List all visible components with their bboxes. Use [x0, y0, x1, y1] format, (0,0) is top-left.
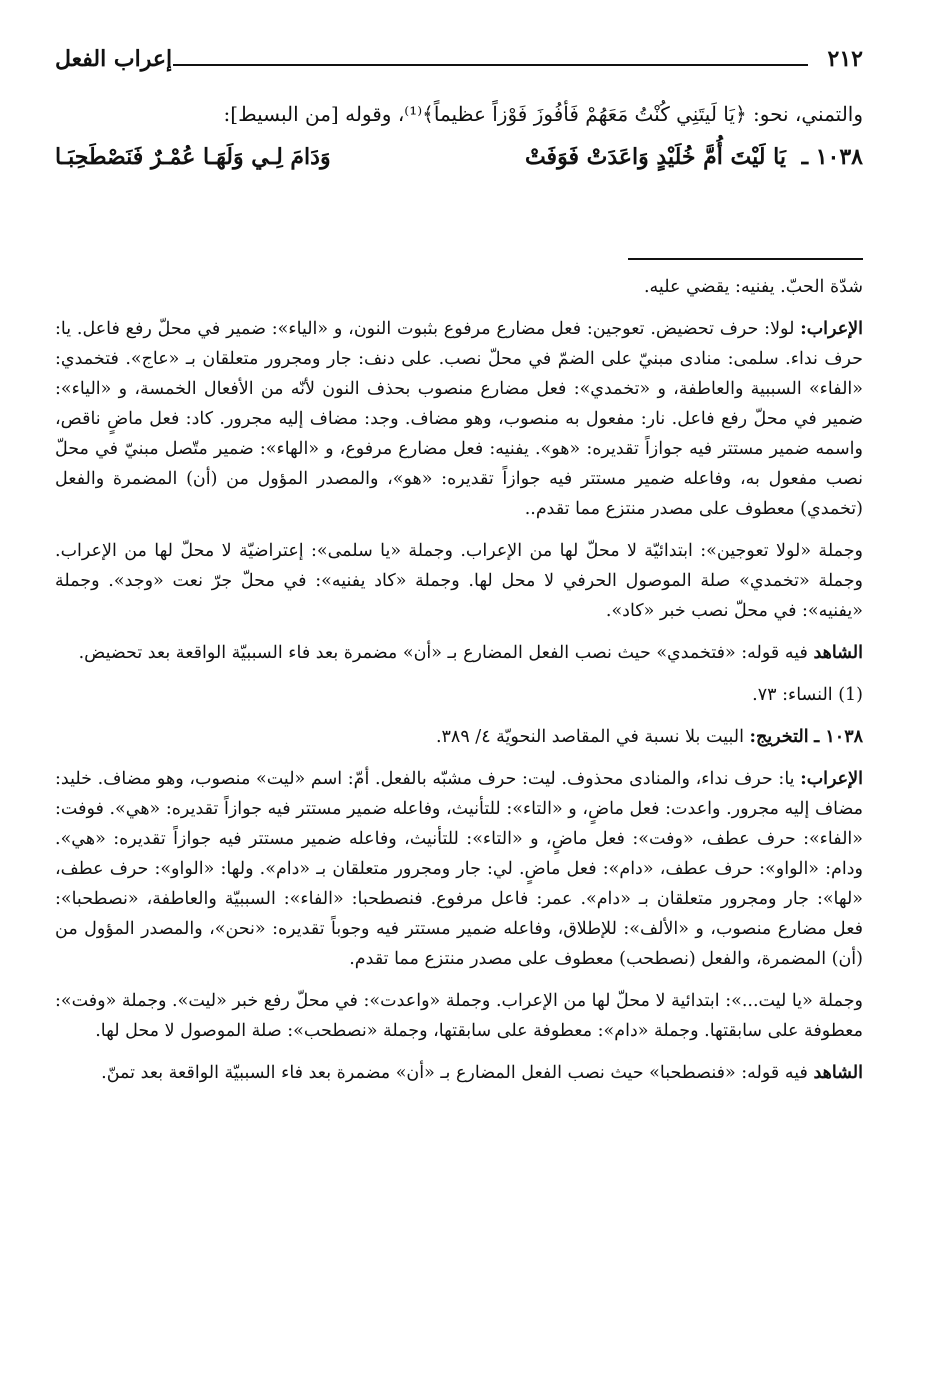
- shahid-label-2: الشاهد: [813, 1063, 863, 1083]
- takhrij-label: التخريج:: [749, 727, 809, 747]
- takhrij-text: البيت بلا نسبة في المقاصد النحويّة ٤/ ٣٨٩.: [435, 727, 744, 747]
- takhrij-paragraph: [55, 722, 863, 752]
- gloss-text: شدّة الحبّ. يفنيه: يقضي عليه.: [643, 277, 863, 297]
- irab-label-1: الإعراب:: [800, 319, 863, 339]
- verse-second-half: وَدَامَ لِـي وَلَهَـا عُمْـرٌ فَنَصْطَحِبَـا: [55, 144, 331, 170]
- jumal-paragraph-1: وجملة «لولا تعوجين»: ابتدائيّة لا محلّ لها من الإعراب. وجملة «يا سلمى»: إعتراضيّة لا محلّ لها من الإعراب. وجملة «تخمدي» صلة الموصول الحرفي لا محل لها. وجملة «كاد يفنيه»: في محلّ جرّ نعت «وجد». وجملة «يفنيه»: في محلّ نصب خبر «كاد».: [55, 541, 863, 621]
- running-title: إعراب الفعل: [55, 46, 173, 72]
- shahid-label-1: الشاهد: [813, 643, 863, 663]
- irab-text-1: لولا: حرف تحضيض. تعوجين: فعل مضارع مرفوع بثبوت النون، و «الياء»: ضمير في محلّ رفع فاعل. يا: حرف نداء. سلمى: منادى مبنيّ على الضمّ في محلّ نصب. على دنف: جار ومجرور متعلقان بـ «عاج». فتخمدي: «الفاء» السببية والعاطفة، و «تخمدي»: فعل مضارع منصوب بحذف النون لأنّه من الأفعال الخمسة، و «الياء»: ضمير في محلّ رفع فاعل. نار: مفعول به منصوب، وهو مضاف. وجد: مضاف إليه مجرور. كاد: فعل ماضٍ ناقص، واسمه ضمير مستتر فيه جوازاً تقديره: «هو». يفنيه: فعل مضارع مرفوع، و «الهاء»: ضمير متّصل مبنيّ في محلّ نصب مفعول به، وفاعله ضمير مستتر فيه جوازاً تقديره: «هو»، والمصدر المؤول من (أن) المضمرة والفعل (تخمدي) معطوف على مصدر منتزع مما تقدم..: [55, 319, 863, 519]
- page-header: [55, 40, 863, 84]
- footnote-rule: [628, 258, 863, 260]
- footnote-reference: (1) النساء: ٧٣.: [752, 685, 863, 705]
- verse-first-half: يَا لَيْتَ أُمَّ خُلَيْدٍ وَاعَدَتْ فَوَفَتْ: [524, 144, 786, 170]
- book-page: [55, 40, 863, 1361]
- irab-paragraph-1: [55, 314, 863, 524]
- footnote-separator: [55, 170, 863, 260]
- irab-paragraph-2: [55, 764, 863, 974]
- irab-text-2: يا: حرف نداء، والمنادى محذوف. ليت: حرف مشبّه بالفعل. أمّ: اسم «ليت» منصوب، وهو مضاف. خليد: مضاف إليه مجرور. واعدت: فعل ماضٍ، و «التاء»: للتأنيث، وفاعله ضمير مستتر فيه جوازاً تقديره: «هي». فوفت: «الفاء»: حرف عطف، «وفت»: فعل ماضٍ، و «التاء»: للتأنيث، وفاعله ضمير مستتر فيه جوازاً تقديره: «هي». ودام: «الواو»: حرف عطف، «دام»: فعل ماضٍ. لي: جار ومجرور متعلقان بـ «دام». ولها: «الواو»: حرف عطف، «لها»: جار ومجرور متعلقان بـ «دام». عمر: فاعل مرفوع. فنصطحبا: «الفاء»: السببيّة والعاطفة، «نصطحبا»: فعل مضارع منصوب، و «الألف»: للإطلاق، وفاعله ضمير مستتر فيه وجوباً تقديره: «نحن»، والمصدر المؤول من (أن) المضمرة، والفعل (نصطحب) معطوف على مصدر منتزع مما تقدم.: [55, 769, 863, 969]
- verse-line: [55, 144, 863, 170]
- shahid-paragraph-1: [55, 638, 863, 668]
- shahid-text-2: فيه قوله: «فنصطحبا» حيث نصب الفعل المضارع بـ «أن» مضمرة بعد فاء السببيّة الواقعة بعد تمنّ.: [101, 1063, 808, 1083]
- shahid-text-1: فيه قوله: «فتخمدي» حيث نصب الفعل المضارع بـ «أن» مضمرة بعد فاء السببيّة الواقعة بعد تحضيض.: [78, 643, 808, 663]
- header-rule: [173, 64, 808, 66]
- jumal-paragraph-2: وجملة «يا ليت...»: ابتدائية لا محلّ لها من الإعراب. وجملة «واعدت»: في محلّ رفع خبر «ليت». وجملة «وفت»: معطوفة على سابقتها. وجملة «دام»: معطوفة على سابقتها، وجملة «نصطحب»: صلة الموصول لا محل لها.: [55, 991, 863, 1041]
- verse-number: ١٠٣٨ ـ: [801, 144, 863, 170]
- irab-label-2: الإعراب:: [800, 769, 863, 789]
- shahid-paragraph-2: [55, 1058, 863, 1088]
- intro-line: والتمني، نحو: ﴿يَا لَيتَنِي كُنْتُ مَعَهُمْ فَأفُوزَ فَوْزاً عظيماً﴾⁽¹⁾، وقوله [من البسيط]:: [223, 102, 863, 126]
- takhrij-number: ١٠٣٨ ـ: [814, 727, 863, 747]
- page-number: ٢١٢: [827, 46, 863, 72]
- footnotes: [55, 272, 863, 1088]
